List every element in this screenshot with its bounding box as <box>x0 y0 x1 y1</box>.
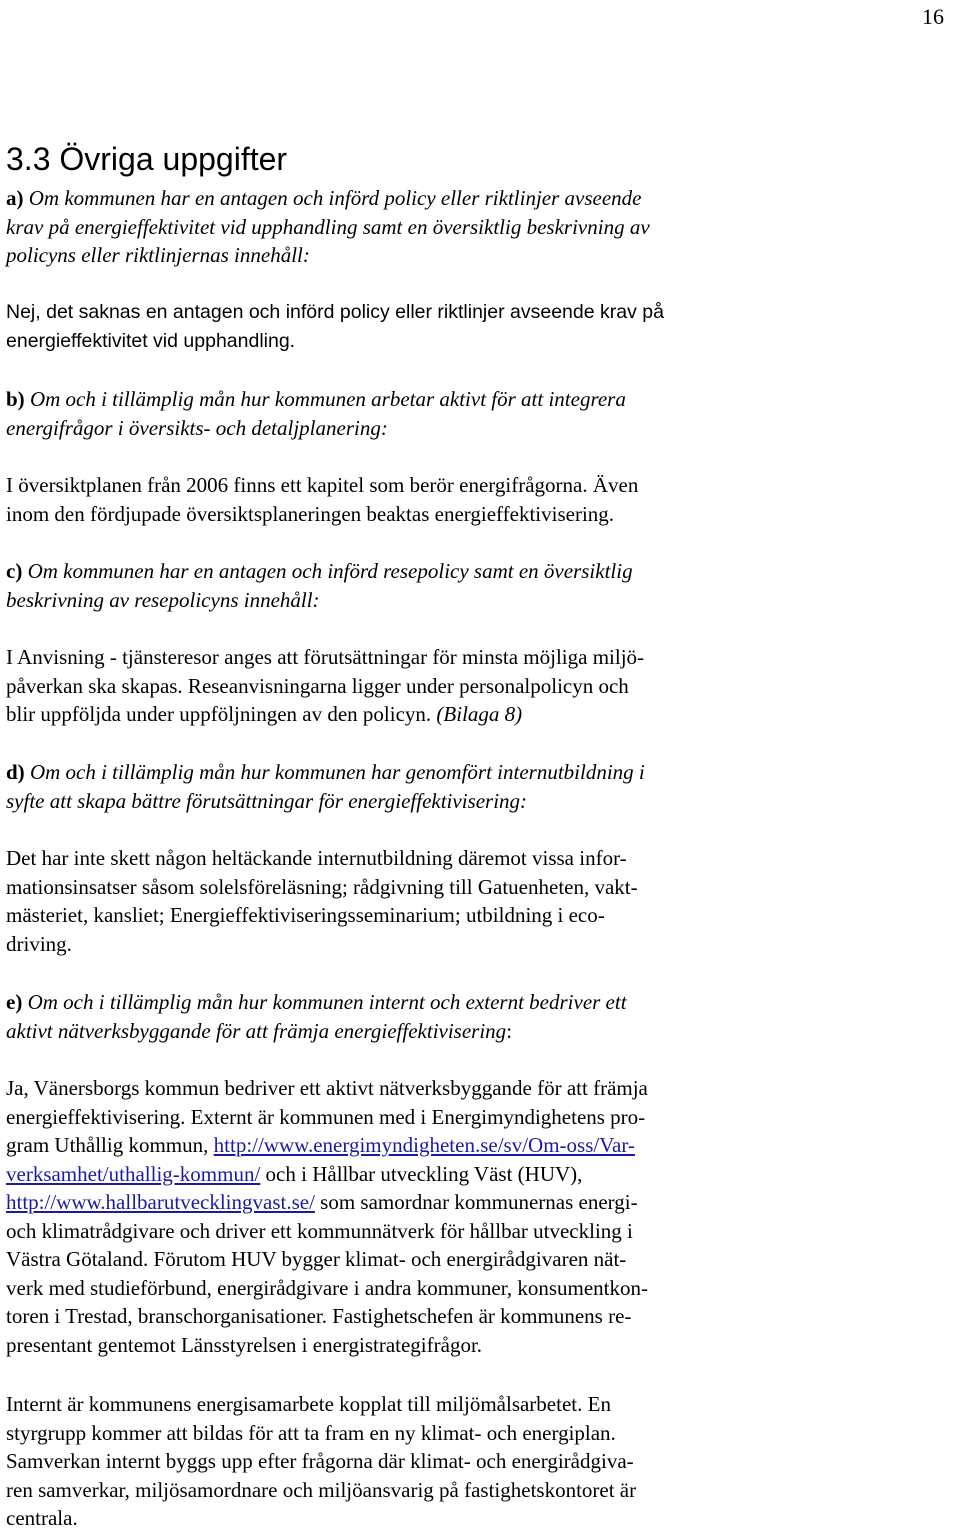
question-text: beskrivning av resepolicyns innehåll: <box>6 587 320 612</box>
question-colon: : <box>506 1018 513 1043</box>
section-title: 3.3 Övriga uppgifter <box>6 141 288 177</box>
question-text: aktivt nätverksbyggande för att främja energieffektivisering <box>6 1018 507 1043</box>
question-text: krav på energieffektivitet vid upphandling samt en översiktlig beskrivning av <box>6 214 650 239</box>
answer-text: inom den fördjupade översiktsplaneringen beaktas energieffektivisering. <box>6 501 615 526</box>
answer-e-internal <box>6 1390 954 1533</box>
question-e <box>6 988 954 1045</box>
answer-text: driving. <box>6 931 72 956</box>
energimyndigheten-link[interactable]: http://www.energimyndigheten.se/sv/Om-oss/Var- <box>213 1133 635 1157</box>
question-a <box>6 184 954 270</box>
answer-text: energieffektivisering. Externt är kommunen med i Energimyndighetens pro- <box>6 1104 646 1129</box>
answer-text: och i Hållbar utveckling Väst (HUV), <box>260 1161 583 1186</box>
answer-text: I Anvisning - tjänsteresor anges att förutsättningar för minsta möjliga miljö- <box>6 645 645 669</box>
question-letter: a) <box>6 186 24 210</box>
question-letter: c) <box>6 559 23 583</box>
page-number: 16 <box>922 4 944 29</box>
answer-a <box>6 298 954 355</box>
answer-text: toren i Trestad, branschorganisationer. Fastighetschefen är kommunens re- <box>6 1304 632 1328</box>
answer-text: Västra Götaland. Förutom HUV bygger klimat- och energirådgivaren nät- <box>6 1247 627 1271</box>
energimyndigheten-link-continued[interactable]: verksamhet/uthallig-kommun/ <box>6 1161 261 1186</box>
question-c <box>6 557 954 614</box>
hallbarutvecklingvast-link[interactable]: http://www.hallbarutvecklingvast.se/ <box>6 1190 315 1214</box>
question-b <box>6 385 954 442</box>
answer-text: Ja, Vänersborgs kommun bedriver ett aktivt nätverksbyggande för att främja <box>6 1076 648 1100</box>
question-text: syfte att skapa bättre förutsättningar för energieffektivisering: <box>6 788 528 813</box>
answer-text: Internt är kommunens energisamarbete kopplat till miljömålsarbetet. En <box>6 1392 611 1416</box>
question-text: Om och i tillämplig mån hur kommunen har genomfört internutbildning i <box>29 760 645 784</box>
question-text: policyns eller riktlinjernas innehåll: <box>6 243 310 267</box>
answer-text: Samverkan internt byggs upp efter frågorna där klimat- och energirådgiva- <box>6 1449 634 1473</box>
answer-text: mästeriet, kansliet; Energieffektiviseringsseminarium; utbildning i eco- <box>6 903 605 927</box>
answer-c <box>6 643 954 729</box>
answer-text: och klimatrådgivare och driver ett kommunnätverk för hållbar utveckling i <box>6 1218 633 1243</box>
answer-b <box>6 471 954 528</box>
question-text: Om kommunen har en antagen och införd resepolicy samt en översiktlig <box>27 559 633 583</box>
question-text: Om och i tillämplig mån hur kommunen arbetar aktivt för att integrera <box>29 387 626 411</box>
answer-text: blir uppföljda under uppföljningen av den policyn. <box>6 702 432 726</box>
question-text: Om och i tillämplig mån hur kommunen internt och externt bedriver ett <box>27 990 627 1014</box>
answer-text: gram Uthållig kommun, <box>6 1133 214 1157</box>
answer-text: Nej, det saknas en antagen och införd policy eller riktlinjer avseende krav på <box>6 301 664 323</box>
question-text: Om kommunen har en antagen och införd policy eller riktlinjer avseende <box>28 186 642 210</box>
answer-text: styrgrupp kommer att bildas för att ta fram en ny klimat- och energiplan. <box>6 1420 616 1445</box>
question-text: energifrågor i översikts- och detaljplanering: <box>6 415 388 440</box>
answer-text: ren samverkar, miljösamordnare och miljöansvarig på fastighetskontoret är <box>6 1477 637 1502</box>
answer-text: som samordnar kommunernas energi- <box>314 1190 638 1214</box>
answer-text: verk med studieförbund, energirådgivare i andra kommuner, konsumentkon- <box>6 1275 649 1300</box>
answer-text: påverkan ska skapas. Reseanvisningarna ligger under personalpolicyn och <box>6 673 629 698</box>
answer-text: I översiktplanen från 2006 finns ett kapitel som berör energifrågorna. Även <box>6 473 639 497</box>
question-d <box>6 758 954 815</box>
attachment-reference: (Bilaga 8) <box>436 702 523 726</box>
answer-text: mationsinsatser såsom solelsföreläsning; rådgivning till Gatuenheten, vakt- <box>6 874 638 899</box>
question-letter: e) <box>6 990 23 1014</box>
answer-text: energieffektivitet vid upphandling. <box>6 329 296 352</box>
answer-text: centrala. <box>6 1506 78 1530</box>
answer-text: Det har inte skett någon heltäckande internutbildning däremot vissa infor- <box>6 846 627 870</box>
answer-d <box>6 844 954 958</box>
question-letter: d) <box>6 760 25 784</box>
answer-e <box>6 1074 954 1359</box>
question-letter: b) <box>6 387 25 411</box>
answer-text: presentant gentemot Länsstyrelsen i energistrategifrågor. <box>6 1332 483 1357</box>
